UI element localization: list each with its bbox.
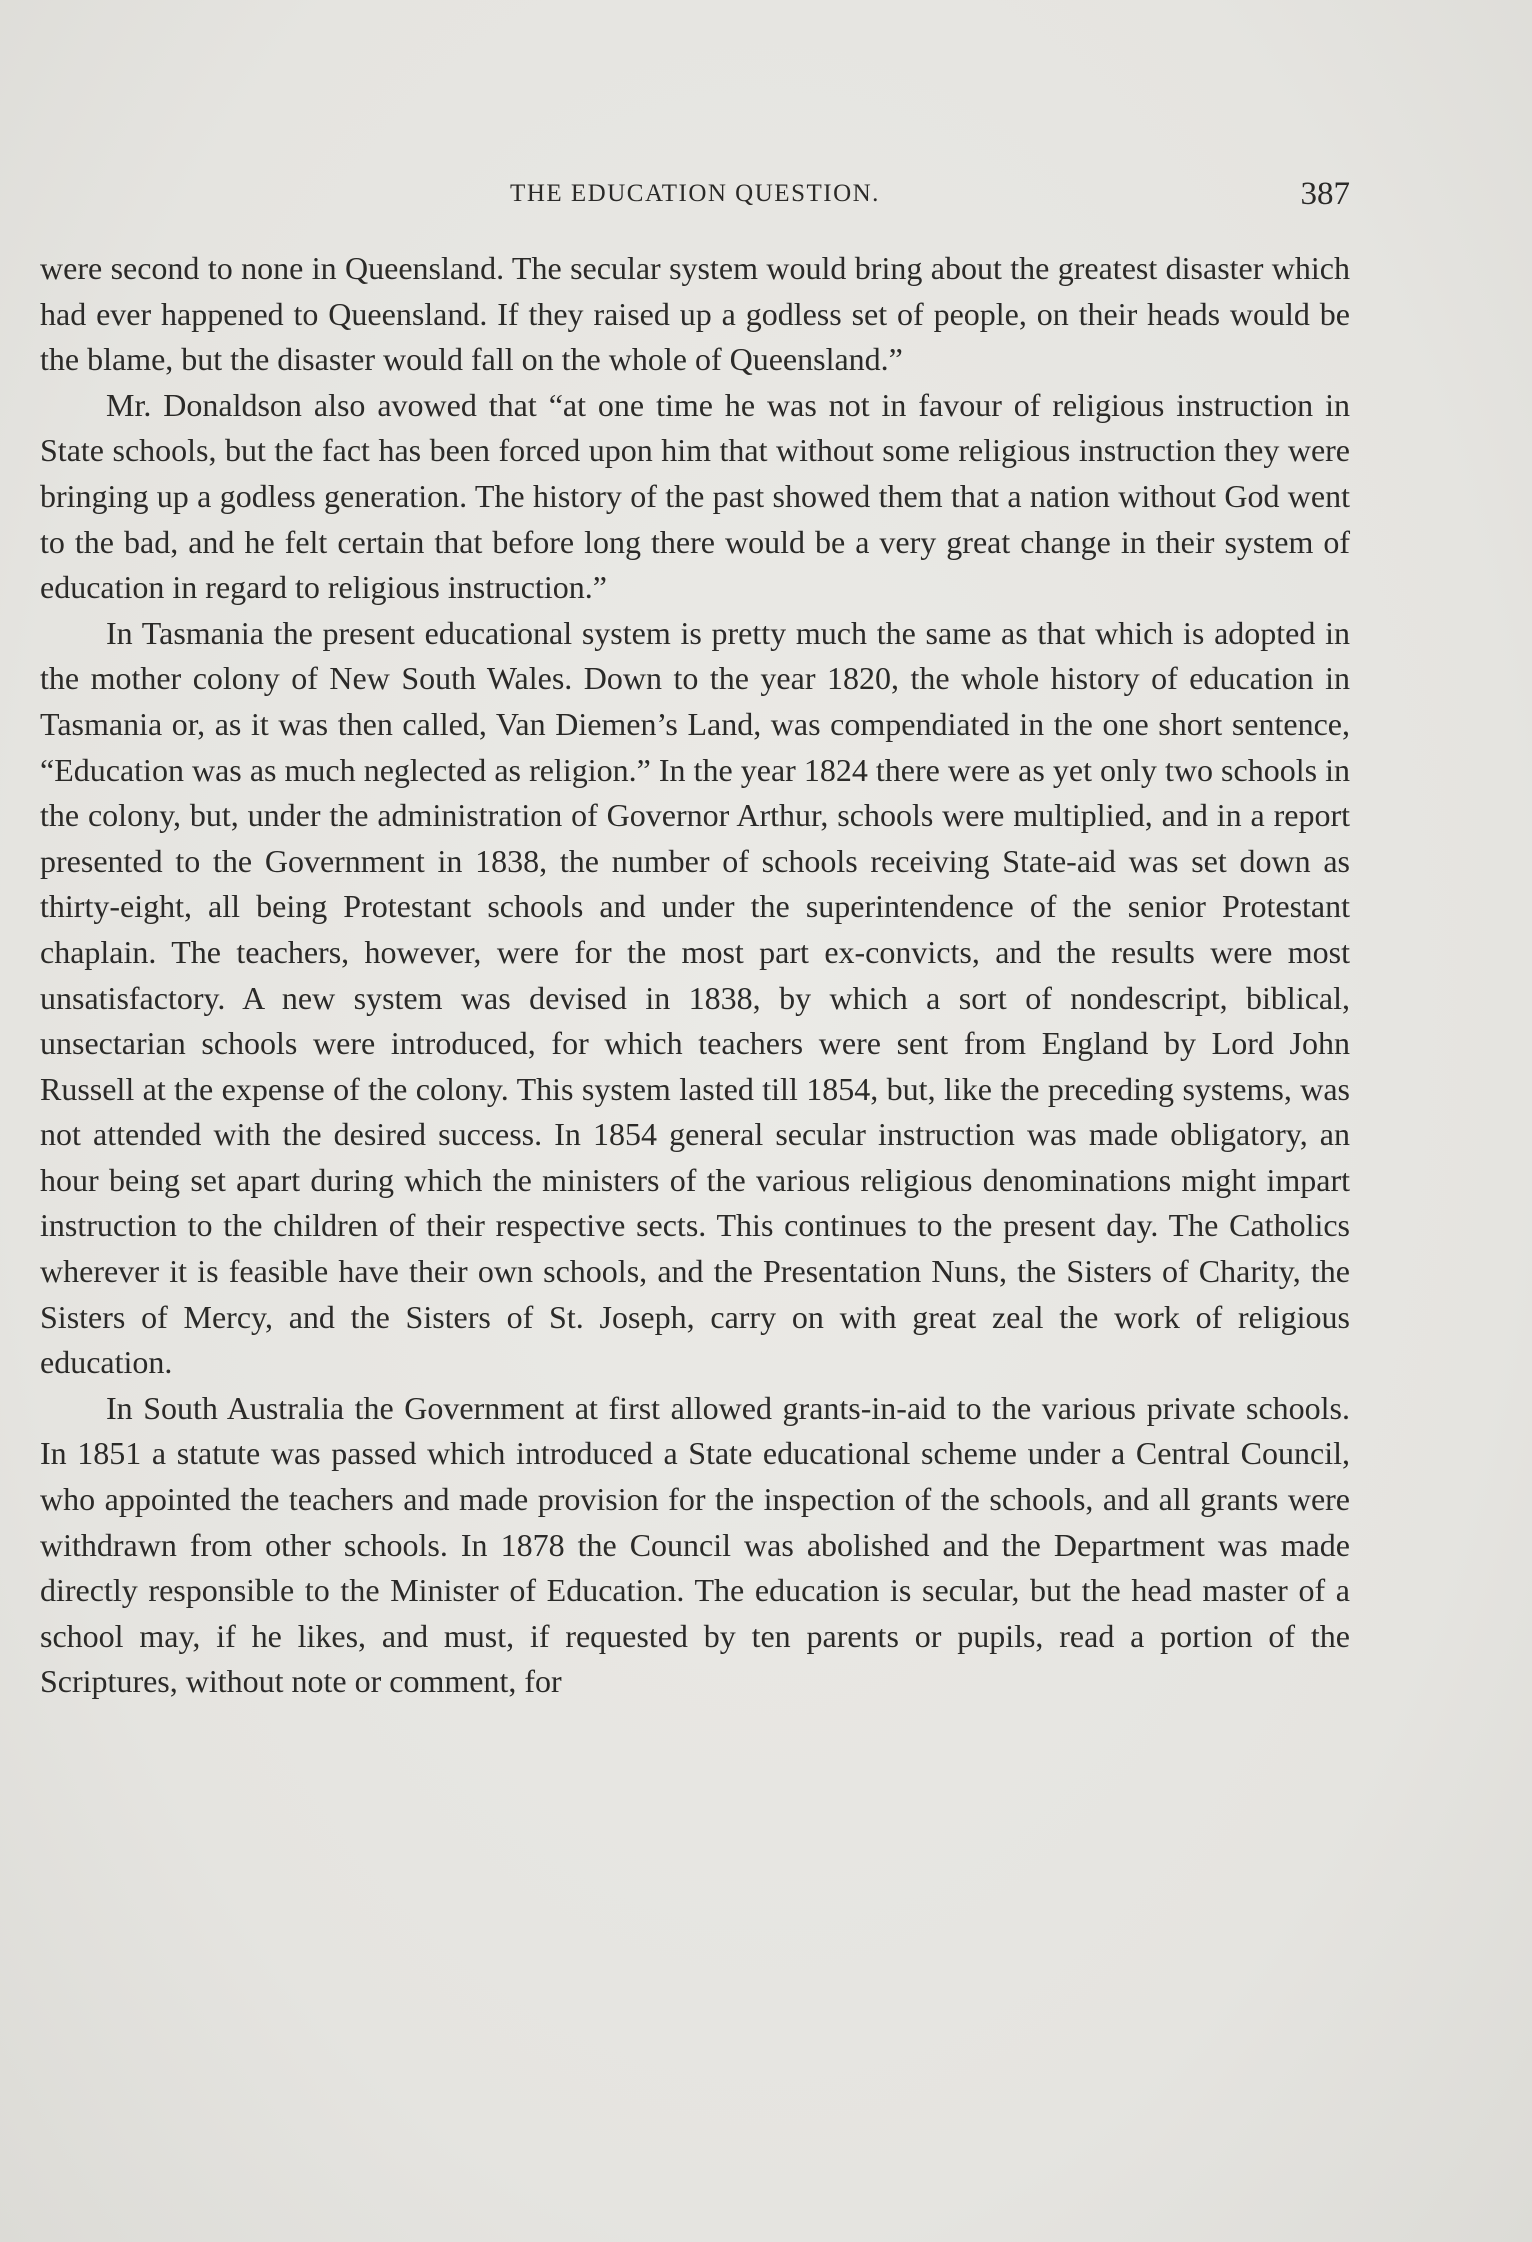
paragraph-south-australia: In South Australia the Government at first allowed grants-in-aid to the various private schools. In 1851 a statute was passed which introduced a State educational scheme under a Central Council, who appointed the teachers and made provision for the inspection of the schools, and all grants were withdrawn from other schools. In 1878 the Council was abolished and the Department was made directly responsible to the Minister of Education. The education is secular, but the head master of a school may, if he likes, and must, if requested by ten parents or pupils, read a portion of the Scriptures, without note or comment, for <box>40 1389 1350 1700</box>
paragraph-donaldson: Mr. Donaldson also avowed that “at one time he was not in favour of religious instruction in State schools, but the fact has been forced upon him that without some religious instruction they were bringing up a godless generation. The history of the past showed them that a nation without God went to the bad, and he felt certain that before long there would be a very great change in their system of education in regard to religious instruction.” <box>40 386 1350 606</box>
paragraph-continued: were second to none in Queensland. The secular system would bring about the greatest disaster which had ever happened to Queensland. If they raised up a godless set of people, on their heads would be the blame, but the disaster would fall on the whole of Queensland.” <box>40 250 1350 378</box>
body-text <box>40 246 1350 1705</box>
running-head <box>40 176 1350 216</box>
page-number: 387 <box>1300 176 1350 212</box>
running-title: THE EDUCATION QUESTION. <box>510 180 880 207</box>
paragraph-tasmania: In Tasmania the present educational system is pretty much the same as that which is adopted in the mother colony of New South Wales. Down to the year 1820, the whole history of education in Tasmania or, as it was then called, Van Diemen’s Land, was compendiated in the one short sentence, “Education was as much neglected as religion.” In the year 1824 there were as yet only two schools in the colony, but, under the administration of Governor Arthur, schools were multiplied, and in a report presented to the Government in 1838, the number of schools receiving State-aid was set down as thirty-eight, all being Protestant schools and under the superintendence of the senior Protestant chaplain. The teachers, however, were for the most part ex-convicts, and the results were most unsatisfactory. A new system was devised in 1838, by which a sort of nondescript, biblical, unsectarian schools were introduced, for which teachers were sent from England by Lord John Russell at the expense of the colony. This system lasted till 1854, but, like the preceding systems, was not attended with the desired success. In 1854 general secular instruction was made obligatory, an hour being set apart during which the ministers of the various religious denominations might impart instruction to the children of their respective sects. This continues to the present day. The Catholics wherever it is feasible have their own schools, and the Presentation Nuns, the Sisters of Charity, the Sisters of Mercy, and the Sisters of St. Joseph, carry on with great zeal the work of religious education. <box>40 614 1350 1381</box>
